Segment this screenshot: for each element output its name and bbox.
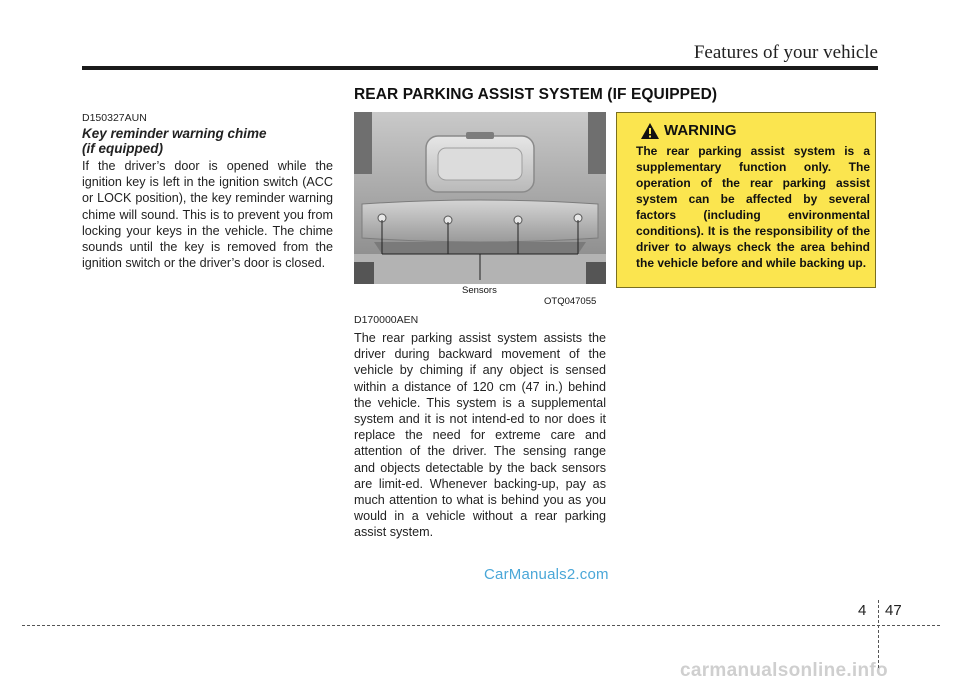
figure-callout-label: Sensors [462, 285, 497, 296]
warning-triangle-icon [640, 122, 660, 140]
parking-assist-code: D170000AEN [354, 314, 419, 326]
key-reminder-title-line1: Key reminder warning chime [82, 126, 267, 141]
watermark-link[interactable]: CarManuals2.com [484, 566, 609, 583]
chapter-number: 4 [858, 602, 867, 619]
section-title: Features of your vehicle [693, 42, 878, 63]
site-watermark: carmanualsonline.info [680, 660, 888, 681]
warning-title: WARNING [664, 122, 737, 139]
vehicle-rear-illustration [354, 112, 606, 308]
page-heading: REAR PARKING ASSIST SYSTEM (IF EQUIPPED) [354, 86, 718, 103]
rear-bumper-sensors-figure [354, 112, 606, 308]
key-reminder-title-line2: (if equipped) [82, 141, 163, 156]
key-reminder-code: D150327AUN [82, 112, 147, 124]
key-reminder-title [82, 126, 342, 156]
header-rule [82, 66, 878, 70]
page-divider [878, 600, 879, 668]
footer-rule [22, 625, 940, 626]
figure-code: OTQ047055 [544, 296, 597, 307]
parking-assist-body: The rear parking assist system assists the driver during backward movement of the vehicle by chiming if any object is sensed within a distance of 120 cm (47 in.) behind the vehicle. This system is a supplemental system and it is not intend-ed to nor does it replace the need for extreme care and attention of the driver. The sensing range and objects detectable by the back sensors are limit-ed. Whenever backing-up, pay as much attention to what is behind you as you would in a vehicle without a rear parking assist system. [354, 331, 606, 540]
warning-body: The rear parking assist system is a supplementary function only. The operation of the rear parking assist system can be affected by several factors (including environmental conditions). It is the responsibility of the driver to always check the area behind the vehicle before and while backing up. [636, 144, 870, 270]
key-reminder-body: If the driver’s door is opened while the ignition key is left in the ignition switch (ACC or LOCK position), the key reminder warning chime will sound. This is to prevent you from locking your keys in the vehicle. The chime sounds until the key is removed from the ignition switch or the driver’s door is closed. [82, 159, 333, 271]
page-number: 47 [885, 602, 902, 619]
